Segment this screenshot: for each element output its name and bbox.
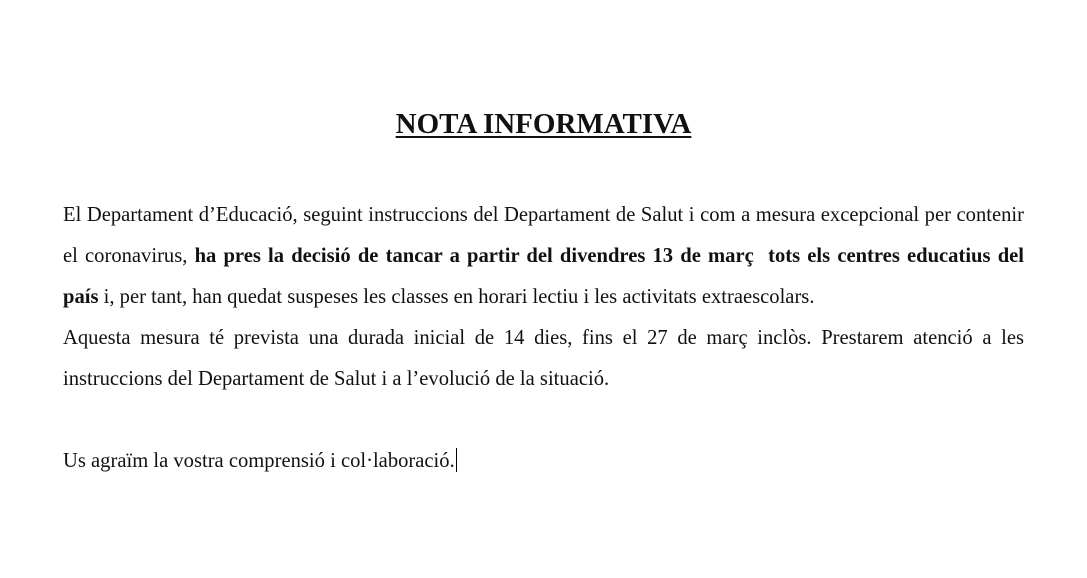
- closing-text: Us agraïm la vostra comprensió i col·laboració.: [63, 450, 455, 472]
- document-body: [63, 195, 1024, 482]
- document-title-text: NOTA INFORMATIVA: [395, 108, 692, 140]
- paragraph-1-bold-centres: tots els centres educatius del país: [63, 245, 1025, 308]
- paragraph-1-rest: i, per tant, han quedat suspeses les classes en horari lectiu i les activitats extraescolars.: [98, 286, 815, 308]
- document-title: [0, 106, 1087, 142]
- paragraph-2: Aquesta mesura té prevista una durada inicial de 14 dies, fins el 27 de març inclòs. Prestarem atenció a les instruccions del Departament de Salut i a l’evolució de la situació.: [63, 327, 1024, 390]
- blank-line: [63, 400, 1024, 441]
- closing-line[interactable]: [63, 441, 1024, 482]
- paragraph-1-bold-decision: ha pres la decisió de tancar a partir del divendres 13 de març: [194, 245, 754, 267]
- paragraph-1: [63, 195, 1024, 318]
- paragraph-1-intro: El Departament d’Educació, seguint instruccions del Departament de Salut i com a mesura excepcional per contenir el coronavirus,: [63, 204, 1024, 267]
- text-cursor: [456, 448, 457, 472]
